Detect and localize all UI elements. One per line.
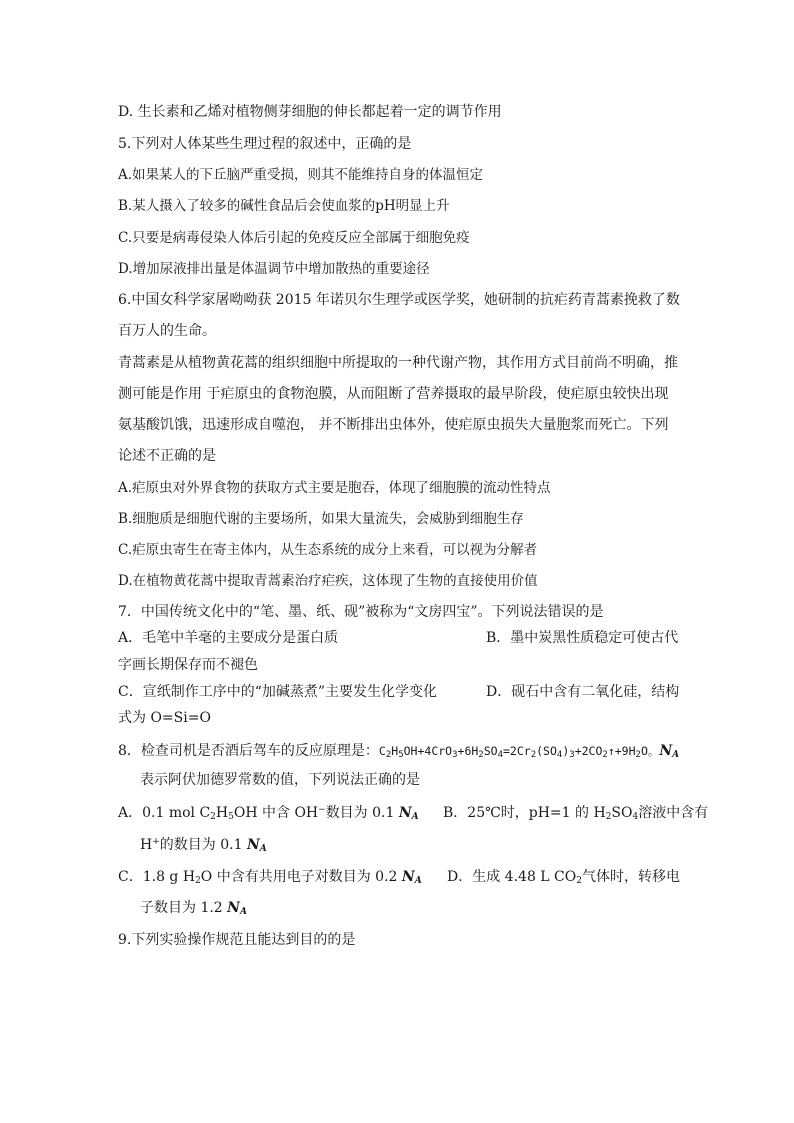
q8-c-na: $N_A$ [401,869,422,886]
q8-option-a: A．0.1 mol $C_2H_5OH$ 中含 OH−数目为 0.1 $N_A$ [118,805,419,822]
q7-option-a: A．毛笔中羊毫的主要成分是蛋白质 [118,630,339,646]
q6-para-line4: 论述不正确的是 [118,448,216,464]
q7-option-b-part2: 字画长期保存而不褪色 [118,657,258,673]
q8-stem-line2: 表示阿伏加德罗常数的值，下列说法正确的是 [140,772,420,788]
q6-option-b: B.细胞质是细胞代谢的主要场所，如果大量流失，会威胁到细胞生存 [118,511,524,527]
q6-para-line1: 青蒿素是从植物黄花蒿的组织细胞中所提取的一种代谢产物，其作用方式目前尚不明确，推 [118,355,678,371]
q8-option-d-line2 [140,898,247,918]
q8-option-b-line2: H+的数目为 0.1 $N_A$ [140,837,267,854]
q8-a-mid: OH 中含 OH [233,805,319,821]
q8-d2-text: 子数目为 1.2 [140,900,228,916]
q6-para-line2: 测可能是作用 于疟原虫的食物泡膜，从而阻断了营养摄取的最早阶段，使疟原虫较快出现 [118,386,669,402]
q9-stem: 9.下列实验操作规范且能达到目的的是 [118,932,356,948]
q5-option-b: B.某人摄入了较多的碱性食品后会使血浆的pH明显上升 [118,198,450,214]
q8-d-suffix: 气体时，转移电 [581,869,680,885]
q7-option-b-part1: B．墨中炭黑性质稳定可使古代 [486,630,679,646]
q8-b-suffix: 溶液中含有 [638,805,709,821]
q5-stem: 5.下列对人体某些生理过程的叙述中，正确的是 [118,136,412,152]
q6-stem-line2: 百万人的生命。 [118,323,216,339]
q8-option-c: C．1.8 g $H_2O$ 中含有共用电子对数目为 0.2 $N_A$ [118,869,422,886]
q7-option-d-part2: 式为 O=Si=O [118,710,211,726]
q7-option-d-part1: D．砚石中含有二氧化硅，结构 [486,684,680,700]
q8-c-prefix: C．1.8 g H [118,869,196,885]
q6-para-line3: 氨基酸饥饿，迅速形成自噬泡， 并不断排出虫体外，使疟原虫损失大量胞浆而死亡。下列 [118,417,669,433]
q6-option-d: D.在植物黄花蒿中提取青蒿素治疗疟疾，这体现了生物的直接使用价值 [118,573,538,589]
q8-a-suffix: 数目为 0.1 [325,805,399,821]
q8-stem-prefix: 8．检查司机是否酒后驾车的反应原理是： [118,743,379,759]
q8-na-symbol: N [659,743,673,759]
q7-option-c: C．宣纸制作工序中的“加碱蒸煮”主要发生化学变化 [118,684,438,700]
q8-d-prefix: D．生成 4.48 L CO [447,869,577,885]
q8-a-prefix: A．0.1 mol C [118,805,211,821]
q8-b2-suffix: 的数目为 0.1 [159,837,247,853]
q8-b-na: $N_A$ [246,837,267,854]
q8-b2-prefix: H [140,837,153,853]
q5-option-c: C.只要是病毒侵染人体后引起的免疫反应全部属于细胞免疫 [118,230,470,246]
q5-option-d: D.增加尿液排出量是体温调节中增加散热的重要途径 [118,261,430,277]
q8-na-subscript: A [672,750,680,760]
q8-stem-line1 [118,741,679,761]
q8-option-b: B．25℃时，pH=1 的 $H_2SO_4$溶液中含有 [443,805,709,822]
q8-c-suffix: O 中含有共用电子对数目为 0.2 [200,869,402,885]
q8-b-prefix: B．25℃时，pH=1 的 H [443,805,606,821]
q4-option-d: D. 生长素和乙烯对植物侧芽细胞的伸长都起着一定的调节作用 [118,104,502,120]
q6-option-c: C.疟原虫寄生在寄主体内，从生态系统的成分上来看，可以视为分解者 [118,542,538,558]
q8-option-d: D．生成 4.48 L $CO_2$气体时，转移电 [447,869,680,886]
q8-reaction-equation: $C_2H_5OH+4CrO_3+6H_2SO_4=2Cr_2(SO_4)_3+2CO_2↑+9H_2O$。 [378,744,660,760]
q6-stem-line1: 6.中国女科学家屠呦呦获 2015 年诺贝尔生理学或医学奖，她研制的抗疟药青蒿素挽救了数 [118,292,680,308]
q7-stem: 7．中国传统文化中的“笔、墨、纸、砚”被称为“文房四宝”。下列说法错误的是 [118,604,604,620]
q8-a-na: $N_A$ [398,805,419,822]
q8-d-na: $N_A$ [227,900,247,917]
q5-option-a: A.如果某人的下丘脑严重受损，则其不能维持自身的体温恒定 [118,167,484,183]
q6-option-a: A.疟原虫对外界食物的获取方式主要是胞吞，体现了细胞膜的流动性特点 [118,480,551,496]
